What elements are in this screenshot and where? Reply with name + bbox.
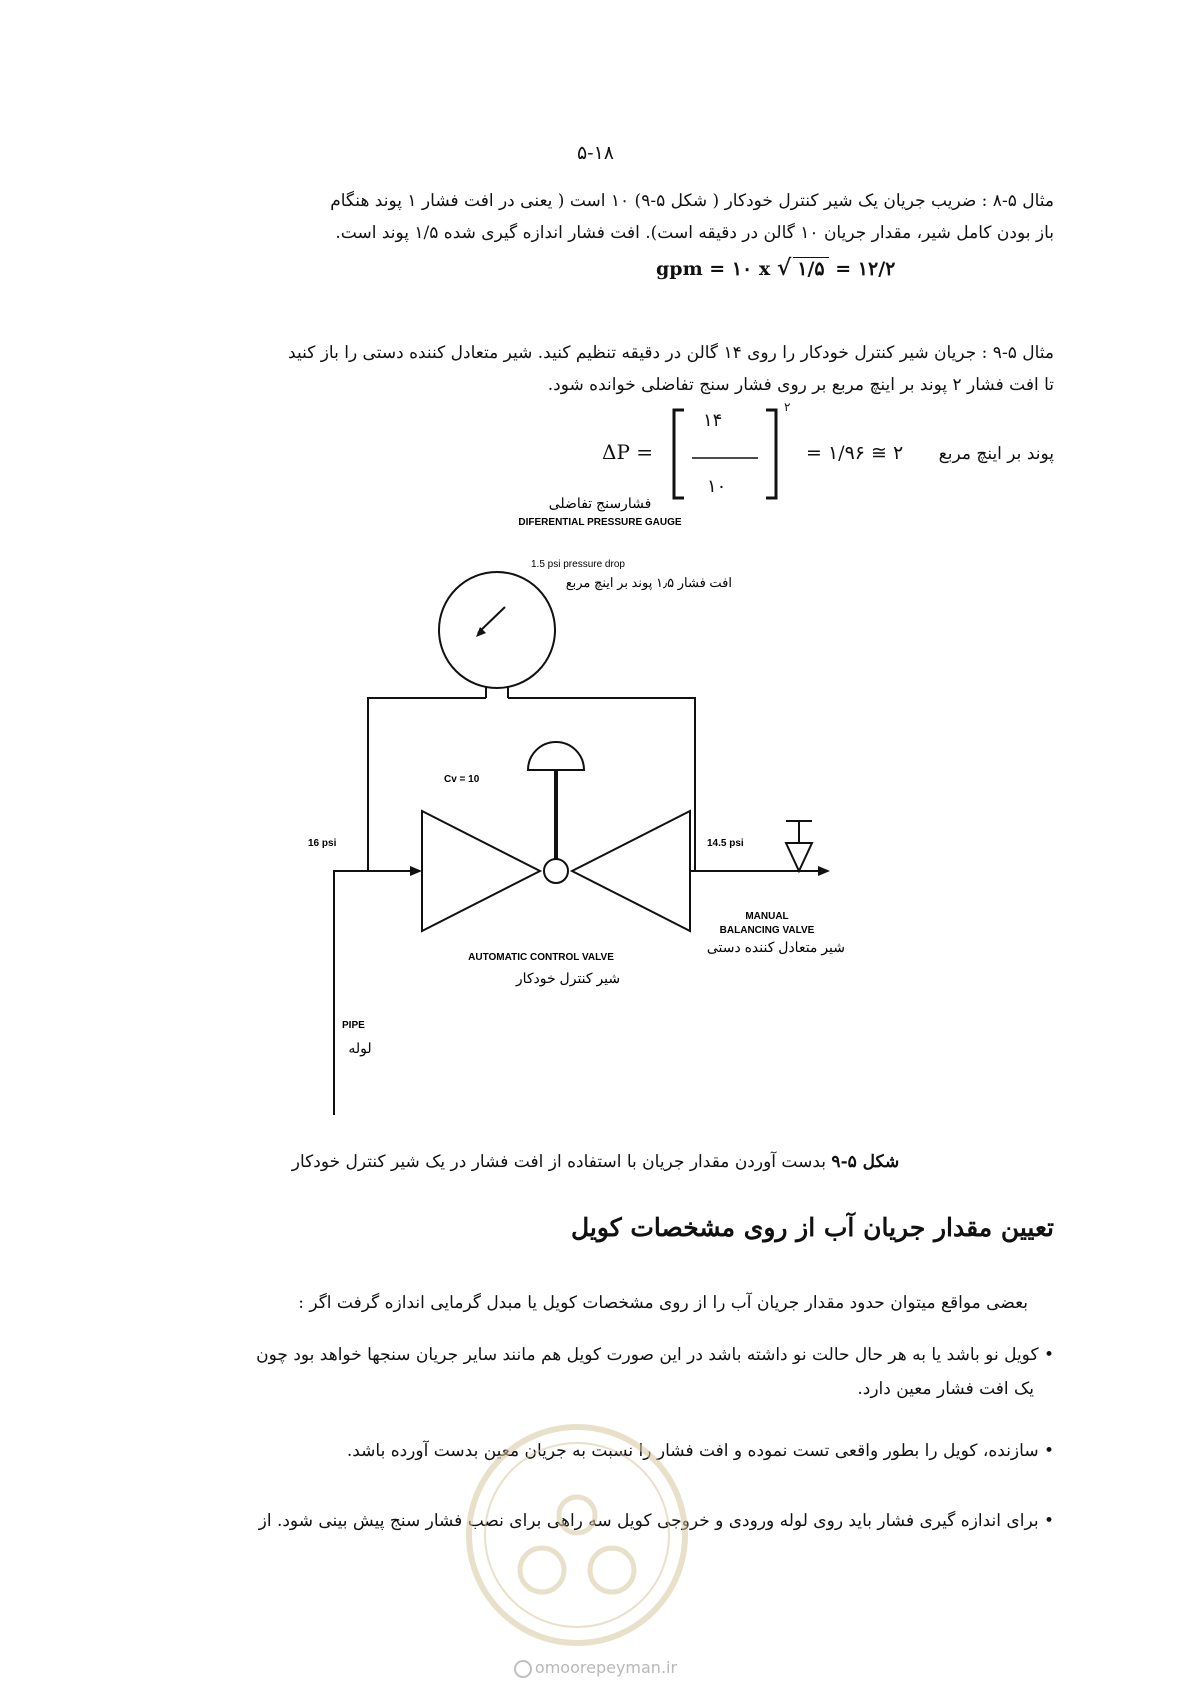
example-8-line-2: باز بودن کامل شیر، مقدار جریان ۱۰ گالن در دقیقه است). افت فشار اندازه گیری شده ۱/۵ پوند است.: [335, 223, 1054, 243]
figure-5-9-diagram: [300, 495, 920, 1115]
example-8-line-1: مثال ۵-۸ : ضریب جریان یک شیر کنترل خودکار ( شکل ۵-۹) ۱۰ است ( یعنی در افت فشار ۱ پوند هنگام: [330, 191, 1054, 211]
delta-p-denominator: ۱۰: [707, 476, 727, 497]
gauge-label-fa: فشارسنج تفاضلی: [548, 495, 652, 511]
delta-p-numerator: ۱۴: [703, 410, 723, 431]
watermark-logo: [462, 1420, 692, 1650]
pressure-gauge-dial: [439, 572, 555, 688]
delta-p-exponent: ۲: [784, 400, 791, 414]
pipe: [334, 871, 412, 1115]
outlet-pressure: 14.5 psi: [707, 838, 744, 849]
manual-label-2: BALANCING VALVE: [719, 925, 815, 936]
intro-paragraph: بعضی مواقع میتوان حدود مقدار جریان آب را از روی مشخصات کویل یا مبدل گرمایی اندازه گرفت اگر :: [298, 1293, 1028, 1313]
caption-figure-number: شکل ۵-۹: [831, 1152, 900, 1172]
manual-label-1: MANUAL: [745, 911, 789, 922]
formula-left: gpm = ۱۰ x: [656, 258, 771, 280]
bullet-1-line-2: یک افت فشار معین دارد.: [857, 1379, 1034, 1399]
example-9-line-2: تا افت فشار ۲ پوند بر اینچ مربع بر روی فشار سنج تفاضلی خوانده شود.: [547, 375, 1054, 395]
manual-label-fa: شیر متعادل کننده دستی: [706, 939, 845, 955]
globe-icon: [514, 1660, 532, 1678]
delta-p-unit: پوند بر اینچ مربع: [938, 444, 1054, 464]
manual-valve-symbol: [786, 843, 812, 871]
valve-ball: [544, 859, 568, 883]
actuator-dome: [528, 742, 584, 770]
delta-p-label: ΔP =: [602, 440, 654, 464]
pressure-drop-en: 1.5 psi pressure drop: [531, 559, 625, 570]
delta-p-result: = ۱/۹۶ ≅ ۲: [806, 442, 904, 464]
acv-label-fa: شیر کنترل خودکار: [515, 970, 621, 986]
example-9-line-1: مثال ۵-۹ : جریان شیر کنترل خودکار را روی ۱۴ گالن در دقیقه تنظیم کنید. شیر متعادل کننده دستی را باز کنید: [288, 343, 1054, 363]
acv-label-en: AUTOMATIC CONTROL VALVE: [468, 952, 614, 963]
formula-right: = ۱۲/۲: [835, 258, 896, 280]
watermark-url: omoorepeyman.ir: [0, 1658, 1191, 1678]
section-heading: تعیین مقدار جریان آب از روی مشخصات کویل: [570, 1213, 1054, 1242]
pressure-drop-fa: افت فشار ۱٫۵ پوند بر اینچ مربع: [565, 575, 732, 590]
page-number: ۵-۱۸: [576, 142, 615, 164]
bullet-3: • برای اندازه گیری فشار باید روی لوله ورودی و خروجی کویل سه راهی برای نصب فشار سنج پیش بینی شود. از: [258, 1511, 1054, 1531]
formula-sqrt: ۱/۵: [793, 257, 828, 280]
caption-text: بدست آوردن مقدار جریان با استفاده از افت فشار در یک شیر کنترل خودکار: [291, 1152, 832, 1172]
bullet-2: • سازنده، کویل را بطور واقعی تست نموده و افت فشار را نسبت به جریان معین بدست آورده باشد.: [346, 1441, 1054, 1461]
inlet-pressure: 16 psi: [308, 838, 337, 849]
pipe-label-fa: لوله: [348, 1040, 372, 1056]
example-8-formula: gpm = ۱۰ x √ ۱/۵ = ۱۲/۲: [656, 255, 896, 281]
cv-label: Cv = 10: [444, 774, 480, 785]
gauge-label-en: DIFERENTIAL PRESSURE GAUGE: [518, 517, 682, 528]
bullet-1-line-1: • کویل نو باشد یا به هر حال حالت نو داشته باشد در این صورت کویل هم مانند سایر جریان سنجها خواهد بود چون: [256, 1345, 1054, 1365]
valve-left-cone: [422, 811, 540, 931]
figure-caption: [0, 1152, 1191, 1172]
valve-right-cone: [572, 811, 690, 931]
pipe-label-en: PIPE: [342, 1020, 365, 1031]
